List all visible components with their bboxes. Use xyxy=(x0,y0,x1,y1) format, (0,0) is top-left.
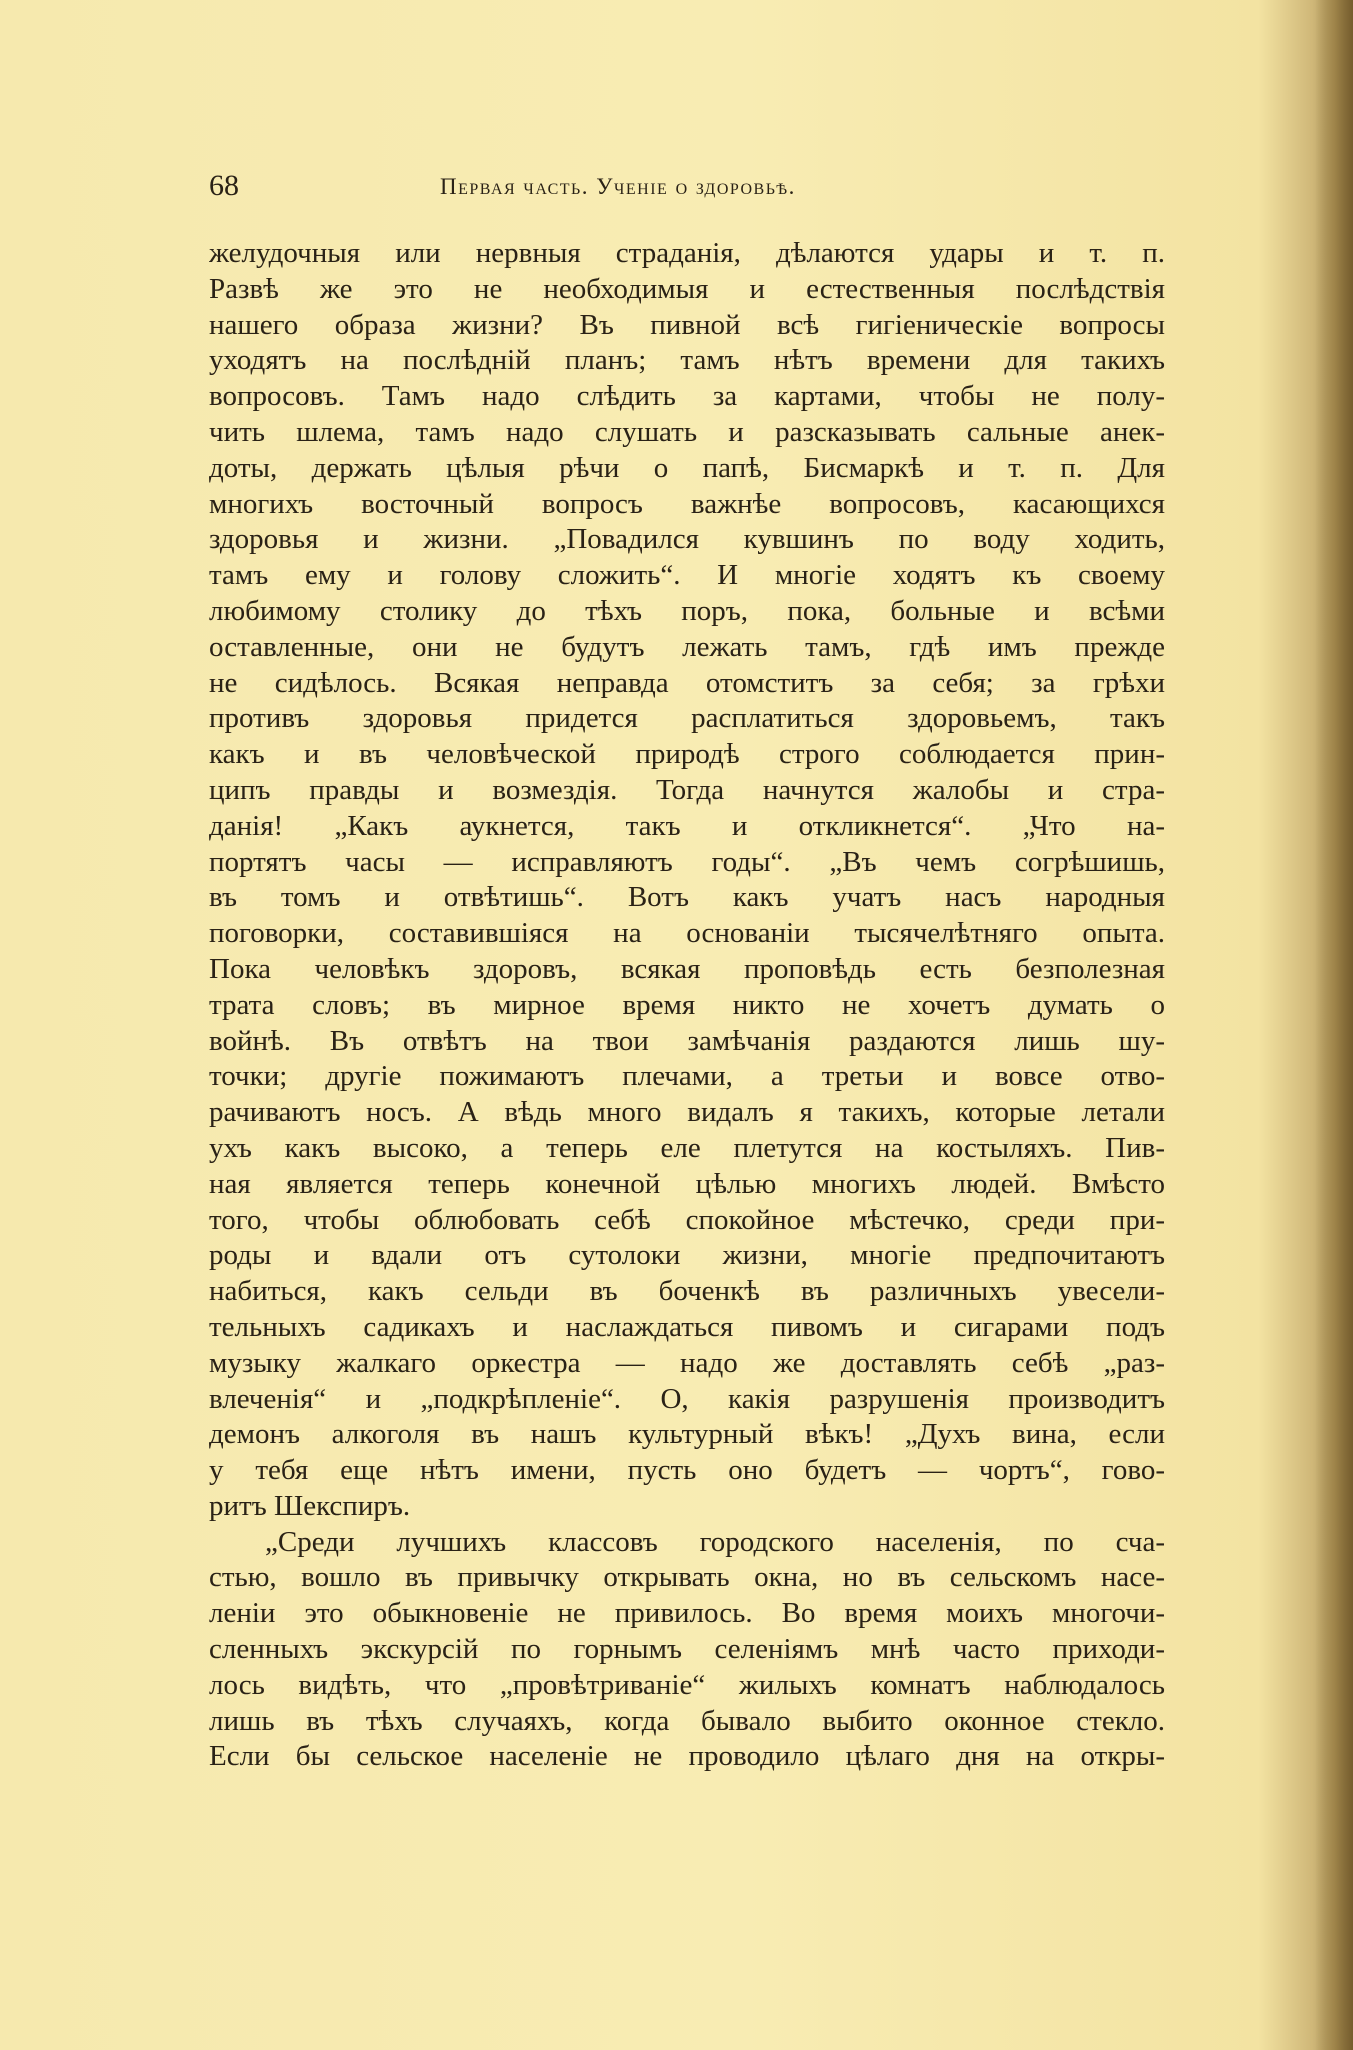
text-line: въ томъ и отвѣтишь“. Вотъ какъ учатъ насъ народныя xyxy=(209,881,1165,914)
text-line: любимому столику до тѣхъ поръ, пока, больные и всѣми xyxy=(209,594,1165,627)
text-line: многихъ восточный вопросъ важнѣе вопросовъ, касающихся xyxy=(209,487,1165,520)
text-line: нашего образа жизни? Въ пивной всѣ гигіеническіе вопросы xyxy=(209,308,1165,341)
text-line: чить шлема, тамъ надо слушать и разсказывать сальные анек- xyxy=(209,415,1165,448)
text-line: какъ и въ человѣческой природѣ строго соблюдается прин- xyxy=(209,738,1165,771)
text-line: лось видѣть, что „провѣтриваніе“ жилыхъ комнатъ наблюдалось xyxy=(209,1668,1165,1701)
text-line: влеченія“ и „подкрѣпленіе“. О, какія разрушенія производитъ xyxy=(209,1382,1165,1415)
text-line: тамъ ему и голову сложить“. И многіе ходятъ къ своему xyxy=(209,559,1165,592)
text-line: вопросовъ. Тамъ надо слѣдить за картами, чтобы не полу- xyxy=(209,380,1165,413)
text-line: ципъ правды и возмездія. Тогда начнутся жалобы и стра- xyxy=(209,773,1165,806)
text-line: Пока человѣкъ здоровъ, всякая проповѣдь есть безполезная xyxy=(209,952,1165,985)
text-line: у тебя еще нѣтъ имени, пусть оно будетъ — чортъ“, гово- xyxy=(209,1454,1165,1487)
text-line: здоровья и жизни. „Повадился кувшинъ по воду ходить, xyxy=(209,523,1165,556)
text-line: данія! „Какъ аукнется, такъ и откликнется“. „Что на- xyxy=(209,809,1165,842)
text-line: поговорки, составившіяся на основаніи тысячелѣтняго опыта. xyxy=(209,917,1165,950)
text-line: трата словъ; въ мирное время никто не хочетъ думать о xyxy=(209,988,1165,1021)
text-line: ритъ Шекспиръ. xyxy=(209,1489,411,1522)
text-line: оставленные, они не будутъ лежать тамъ, гдѣ имъ прежде xyxy=(209,630,1165,663)
text-line: противъ здоровья придется расплатиться здоровьемъ, такъ xyxy=(209,702,1165,735)
text-line: портятъ часы — исправляютъ годы“. „Въ чемъ согрѣшишь, xyxy=(209,845,1165,878)
text-line: леніи это обыкновеніе не привилось. Во время моихъ многочи- xyxy=(209,1597,1165,1630)
text-line: стью, вошло въ привычку открывать окна, но въ сельскомъ насе- xyxy=(209,1561,1165,1594)
text-line: роды и вдали отъ сутолоки жизни, многіе предпочитаютъ xyxy=(209,1239,1165,1272)
text-line: войнѣ. Въ отвѣтъ на твои замѣчанія раздаются лишь шу- xyxy=(209,1024,1165,1057)
text-line: ная является теперь конечной цѣлью многихъ людей. Вмѣсто xyxy=(209,1167,1165,1200)
paragraph-2 xyxy=(209,1525,1165,1776)
text-line: желудочныя или нервныя страданія, дѣлаются удары и т. п. xyxy=(209,237,1165,269)
page-header xyxy=(209,166,1174,210)
page-edge-shadow xyxy=(1315,0,1353,2050)
body-text xyxy=(209,236,1165,1775)
text-line: лишь въ тѣхъ случаяхъ, когда бывало выбито оконное стекло. xyxy=(209,1704,1165,1737)
text-line: демонъ алкоголя въ нашъ культурный вѣкъ! „Духъ вина, если xyxy=(209,1418,1165,1451)
text-line: тельныхъ садикахъ и наслаждаться пивомъ и сигарами подъ xyxy=(209,1310,1165,1343)
text-line: ухъ какъ высоко, а теперь еле плетутся на костыляхъ. Пив- xyxy=(209,1131,1165,1164)
text-line: „Среди лучшихъ классовъ городского населенія, по сча- xyxy=(265,1525,1165,1558)
text-line: сленныхъ экскурсій по горнымъ селеніямъ мнѣ часто приходи- xyxy=(209,1633,1165,1666)
text-line: Если бы сельское населеніе не проводило цѣлаго дня на откры- xyxy=(209,1740,1165,1773)
text-line: того, чтобы облюбовать себѣ спокойное мѣстечко, среди при- xyxy=(209,1203,1165,1236)
text-line: рачиваютъ носъ. А вѣдь много видалъ я такихъ, которые летали xyxy=(209,1096,1165,1129)
page-number: 68 xyxy=(209,169,239,202)
text-line: набиться, какъ сельди въ боченкѣ въ различныхъ увесели- xyxy=(209,1275,1165,1308)
text-line: доты, держать цѣлыя рѣчи о папѣ, Бисмаркѣ и т. п. Для xyxy=(209,451,1165,484)
running-head: Первая часть. Ученіе о здоровьѣ. xyxy=(440,174,796,199)
paragraph-1 xyxy=(209,236,1165,1525)
text-line: Развѣ же это не необходимыя и естественныя послѣдствія xyxy=(209,272,1165,305)
text-line: точки; другіе пожимаютъ плечами, а третьи и вовсе отво- xyxy=(209,1060,1165,1093)
text-line: не сидѣлось. Всякая неправда отомститъ за себя; за грѣхи xyxy=(209,666,1165,699)
text-line: уходятъ на послѣдній планъ; тамъ нѣтъ времени для такихъ xyxy=(209,344,1165,377)
text-line: музыку жалкаго оркестра — надо же доставлять себѣ „раз- xyxy=(209,1346,1165,1379)
